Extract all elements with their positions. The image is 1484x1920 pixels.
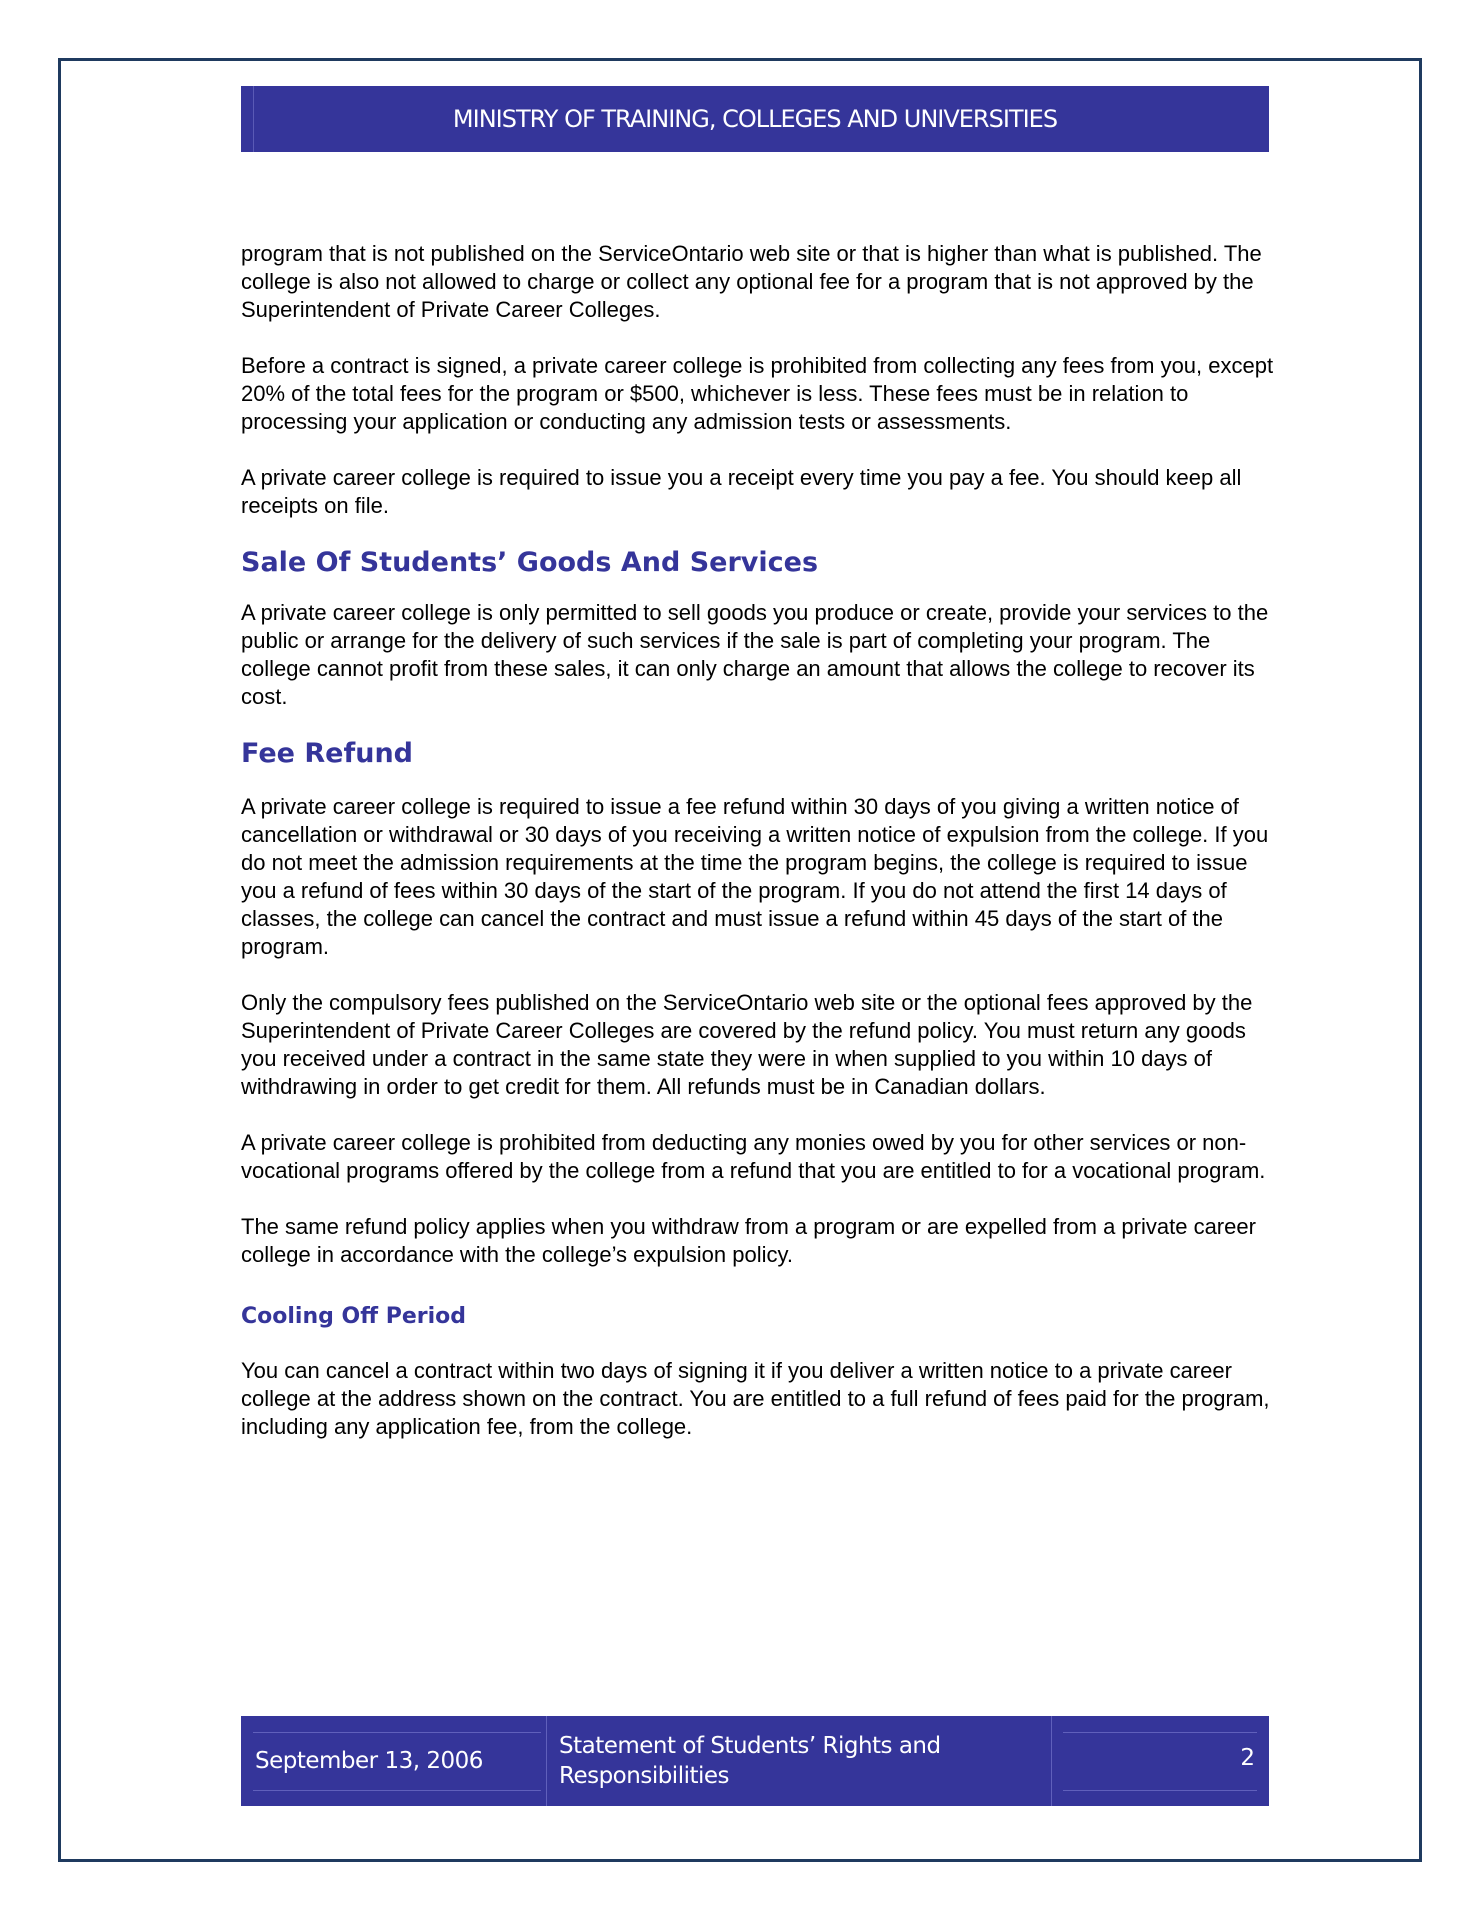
footer-page-number: 2 (1240, 1745, 1255, 1771)
footer-bar (241, 1716, 1269, 1806)
paragraph-fee-continuation: program that is not published on the ServiceOntario web site or that is higher than what is published. The college is also not allowed to charge or collect any optional fee for a program that is not approved by the Superintendent of Private Career Colleges. (241, 241, 1262, 322)
footer-rule (1063, 1732, 1257, 1733)
paragraph-refund-deductions: A private career college is prohibited from deducting any monies owed by you for other services or non-vocational programs offered by the college from a refund that you are entitled to for a vocational program. (241, 1130, 1266, 1183)
heading-sale-of-goods: Sale Of Students’ Goods And Services (241, 547, 819, 578)
heading-fee-refund: Fee Refund (241, 738, 413, 769)
header-bar (241, 86, 1269, 152)
heading-cooling-off: Cooling Off Period (241, 1304, 467, 1329)
paragraph-cooling-off: You can cancel a contract within two days of signing it if you deliver a written notice to a private career college at the address shown on the contract. You are entitled to a full refund of fees paid for the program, including any application fee, from the college. (241, 1358, 1270, 1439)
header-title: MINISTRY OF TRAINING, COLLEGES AND UNIVERSITIES (452, 105, 1058, 133)
paragraph-refund-timing: A private career college is required to issue a fee refund within 30 days of you giving a written notice of cancellation or withdrawal or 30 days of you receiving a written notice of expulsion from the college. If you do not meet the admission requirements at the time the program begins, the college is required to issue you a refund of fees within 30 days of the start of the program. If you do not attend the first 14 days of classes, the college can cancel the contract and must issue a refund within 45 days of the start of the program. (241, 794, 1269, 959)
paragraph-pre-contract-fees: Before a contract is signed, a private career college is prohibited from collecting any fees from you, except 20% of the total fees for the program or $500, whichever is less. These fees must be in relation to processing your application or conducting any admission tests or assessments. (241, 353, 1274, 434)
footer-separator (546, 1716, 547, 1806)
footer-rule (1063, 1790, 1257, 1791)
paragraph-sale-of-goods: A private career college is only permitted to sell goods you produce or create, provide your services to the public or arrange for the delivery of such services if the sale is part of completing your program. The college cannot profit from these sales, it can only charge an amount that allows the college to recover its cost. (241, 600, 1269, 709)
paragraph-refund-coverage: Only the compulsory fees published on the ServiceOntario web site or the optional fees approved by the Superintendent of Private Career Colleges are covered by the refund policy. You must return any goods you received under a contract in the same state they were in when supplied to you within 10 days of withdrawing in order to get credit for them. All refunds must be in Canadian dollars. (241, 990, 1253, 1099)
document-body (241, 240, 1281, 1441)
paragraph-receipts: A private career college is required to issue you a receipt every time you pay a fee. You should keep all receipts on file. (241, 465, 1242, 518)
footer-separator (1051, 1716, 1052, 1806)
paragraph-refund-expulsion: The same refund policy applies when you withdraw from a program or are expelled from a private career college in accordance with the college’s expulsion policy. (241, 1214, 1256, 1267)
footer-document-title: Statement of Students’ Rights and Responsibilities (559, 1733, 941, 1789)
footer-date: September 13, 2006 (255, 1748, 483, 1774)
